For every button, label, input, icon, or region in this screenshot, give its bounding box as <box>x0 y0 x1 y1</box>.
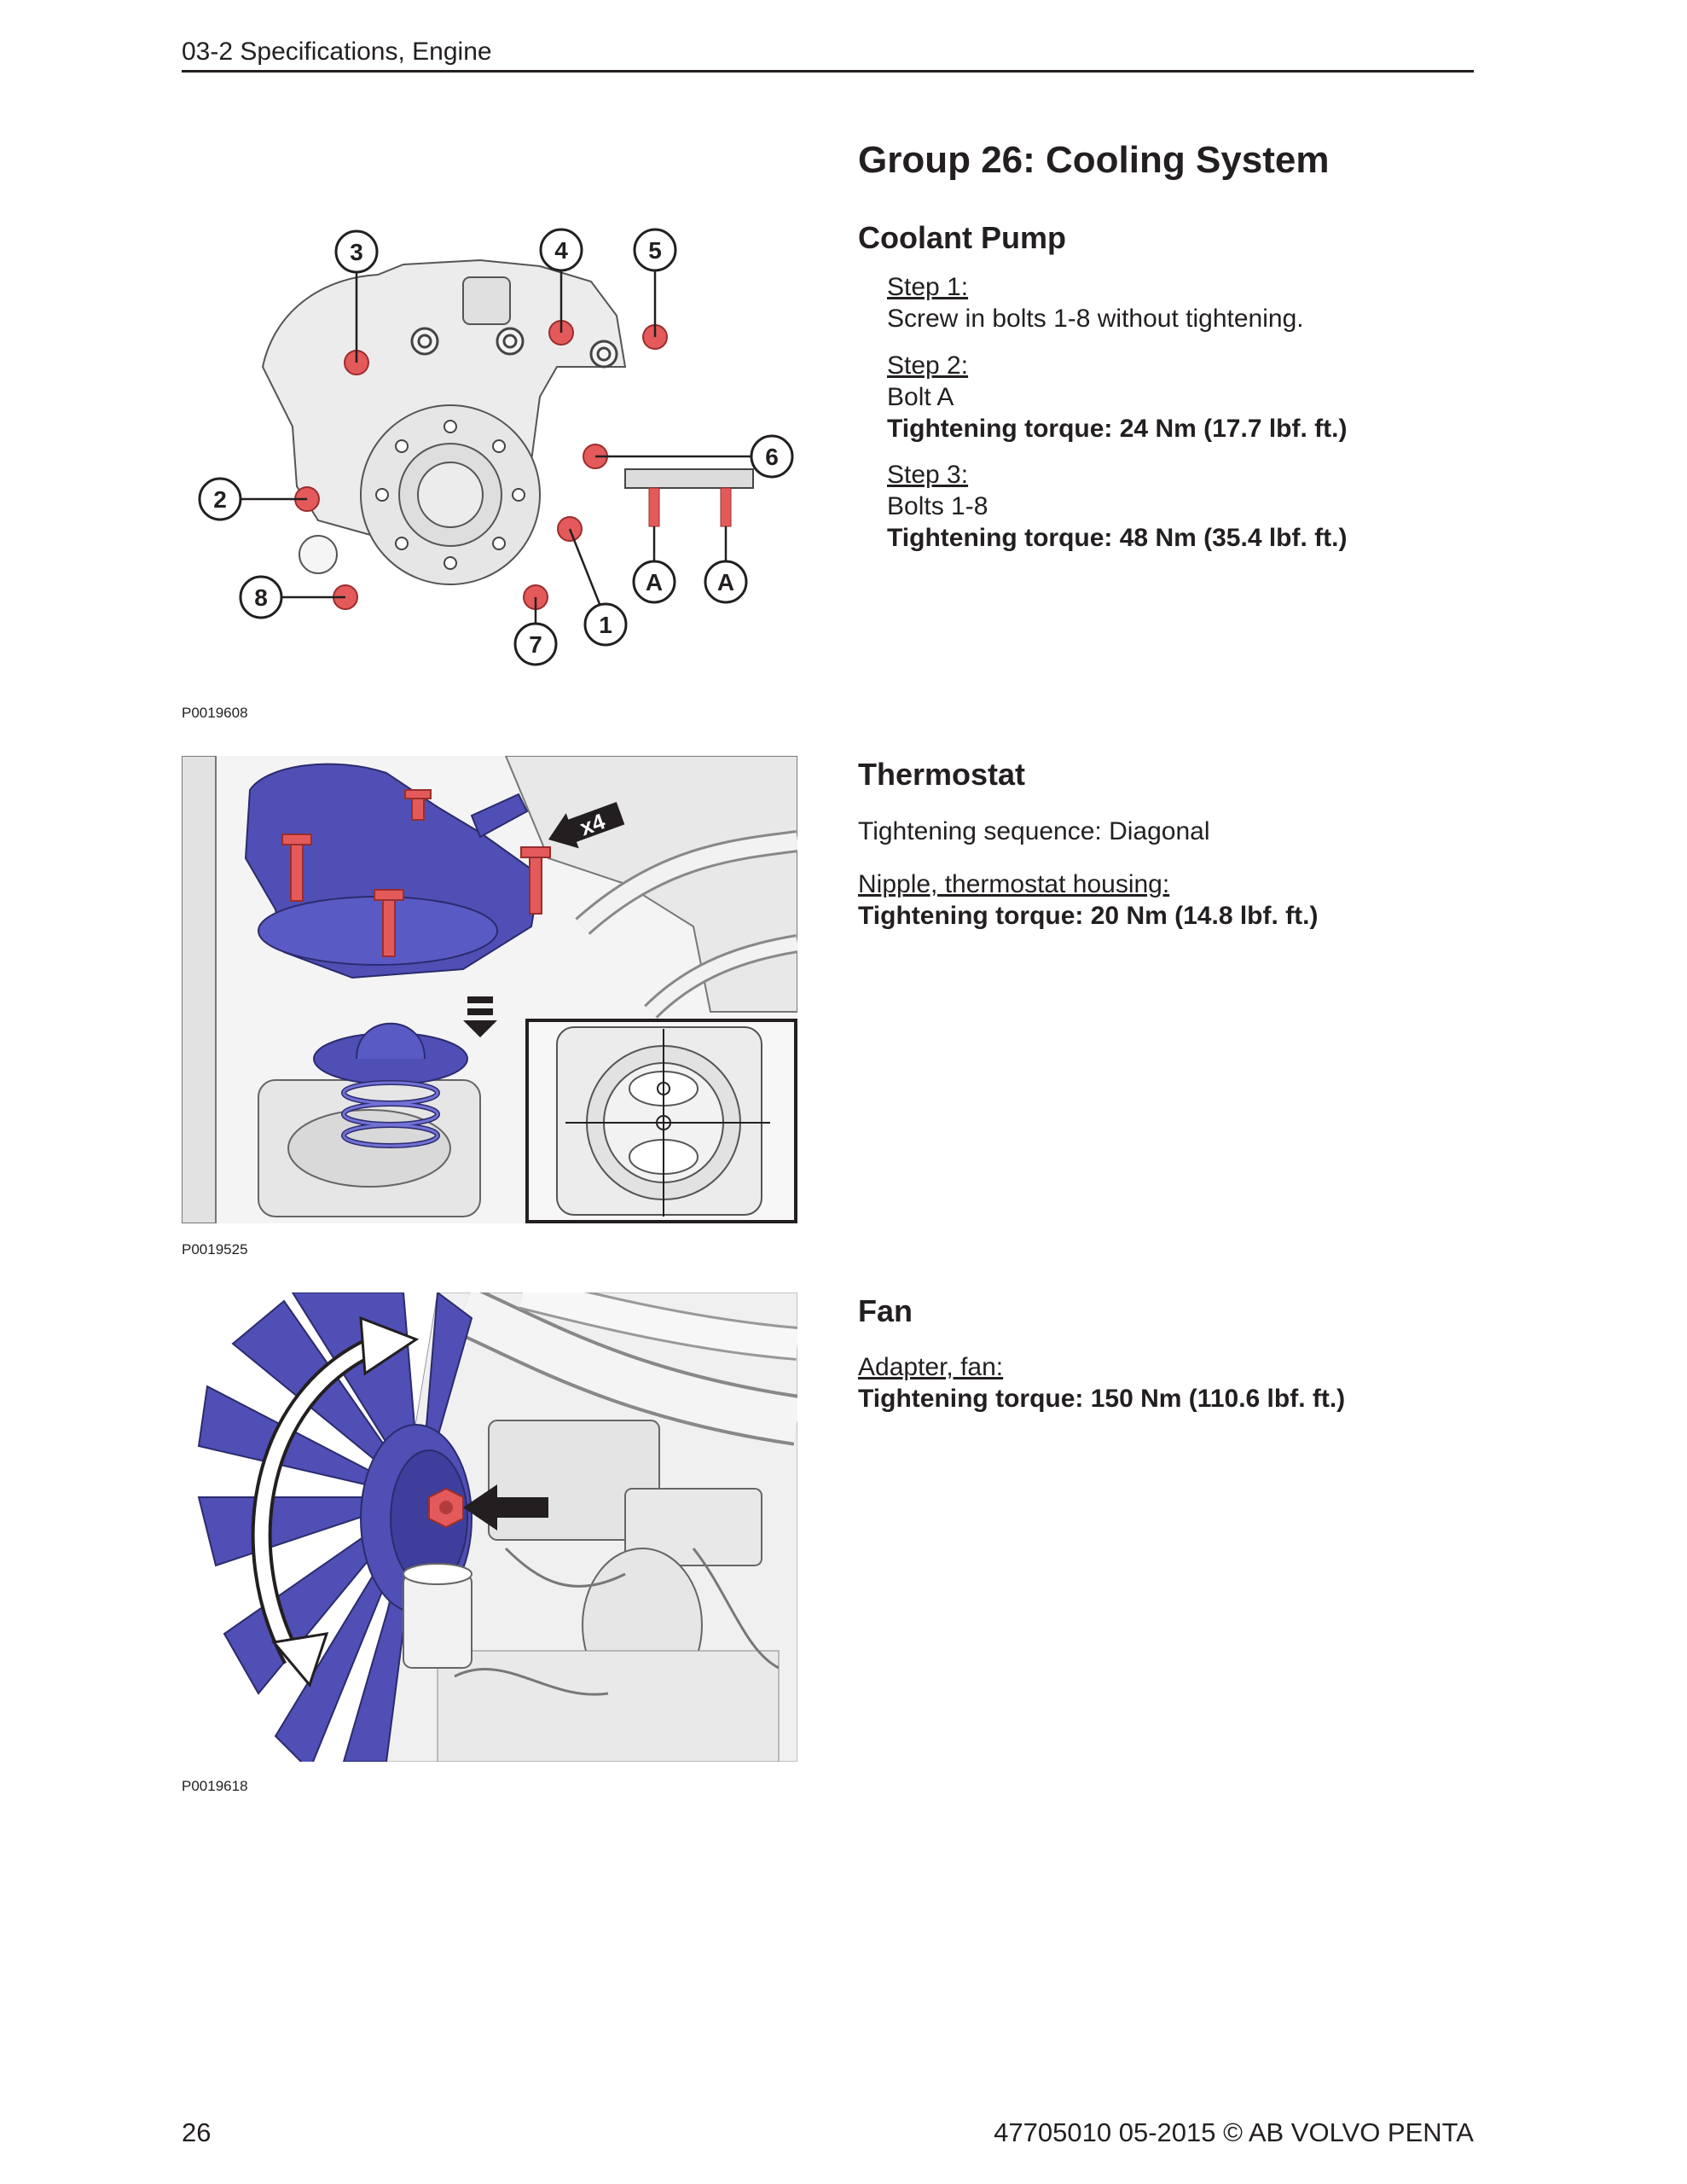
thermostat-figure <box>182 756 797 1223</box>
callout-a-left: A <box>645 569 664 595</box>
coolant-pump-title: Coolant Pump <box>858 220 1066 255</box>
fan-title: Fan <box>858 1293 913 1328</box>
figure-code-pump: P0019608 <box>182 705 248 721</box>
callout-6: 6 <box>765 444 779 470</box>
callout-4: 4 <box>554 237 568 264</box>
callout-3: 3 <box>350 239 363 265</box>
callout-a-right: A <box>716 569 735 595</box>
section-title: Group 26: Cooling System <box>858 139 1330 181</box>
thermostat-sequence: Tightening sequence: Diagonal <box>858 817 1210 845</box>
thermostat-title: Thermostat <box>858 757 1026 792</box>
x4-badge: x4 <box>576 808 609 841</box>
thermostat-torque: Tightening torque: 20 Nm (14.8 lbf. ft.) <box>858 902 1319 930</box>
fan-item: Adapter, fan: <box>858 1353 1004 1381</box>
callout-1: 1 <box>599 612 612 638</box>
step-3-label: Step 3: <box>887 461 969 489</box>
callout-2: 2 <box>213 486 227 513</box>
thermostat-item: Nipple, thermostat housing: <box>858 870 1170 898</box>
bracket-a <box>625 469 753 488</box>
running-header: 03-2 Specifications, Engine <box>182 38 492 66</box>
coolant-pump-figure <box>182 213 813 691</box>
fan-torque: Tightening torque: 150 Nm (110.6 lbf. ft.) <box>858 1385 1346 1413</box>
step-1-label: Step 1: <box>887 273 969 301</box>
pump-outlet <box>463 277 510 324</box>
step-3-torque: Tightening torque: 48 Nm (35.4 lbf. ft.) <box>887 524 1348 552</box>
callout-7: 7 <box>529 631 542 658</box>
page-number: 26 <box>182 2117 212 2147</box>
fan-figure <box>182 1292 797 1762</box>
callout-5: 5 <box>648 237 662 264</box>
step-2-torque: Tightening torque: 24 Nm (17.7 lbf. ft.) <box>887 415 1348 443</box>
step-3-text: Bolts 1-8 <box>887 492 988 520</box>
figure-code-fan: P0019618 <box>182 1778 248 1794</box>
callout-8: 8 <box>254 584 268 611</box>
header-rule <box>182 70 1474 73</box>
footer-doc-info: 47705010 05-2015 © AB VOLVO PENTA <box>994 2117 1474 2147</box>
step-2-text: Bolt A <box>887 383 954 411</box>
step-2-label: Step 2: <box>887 351 969 380</box>
figure-code-thermostat: P0019525 <box>182 1241 248 1258</box>
step-1-text: Screw in bolts 1-8 without tightening. <box>887 305 1304 333</box>
